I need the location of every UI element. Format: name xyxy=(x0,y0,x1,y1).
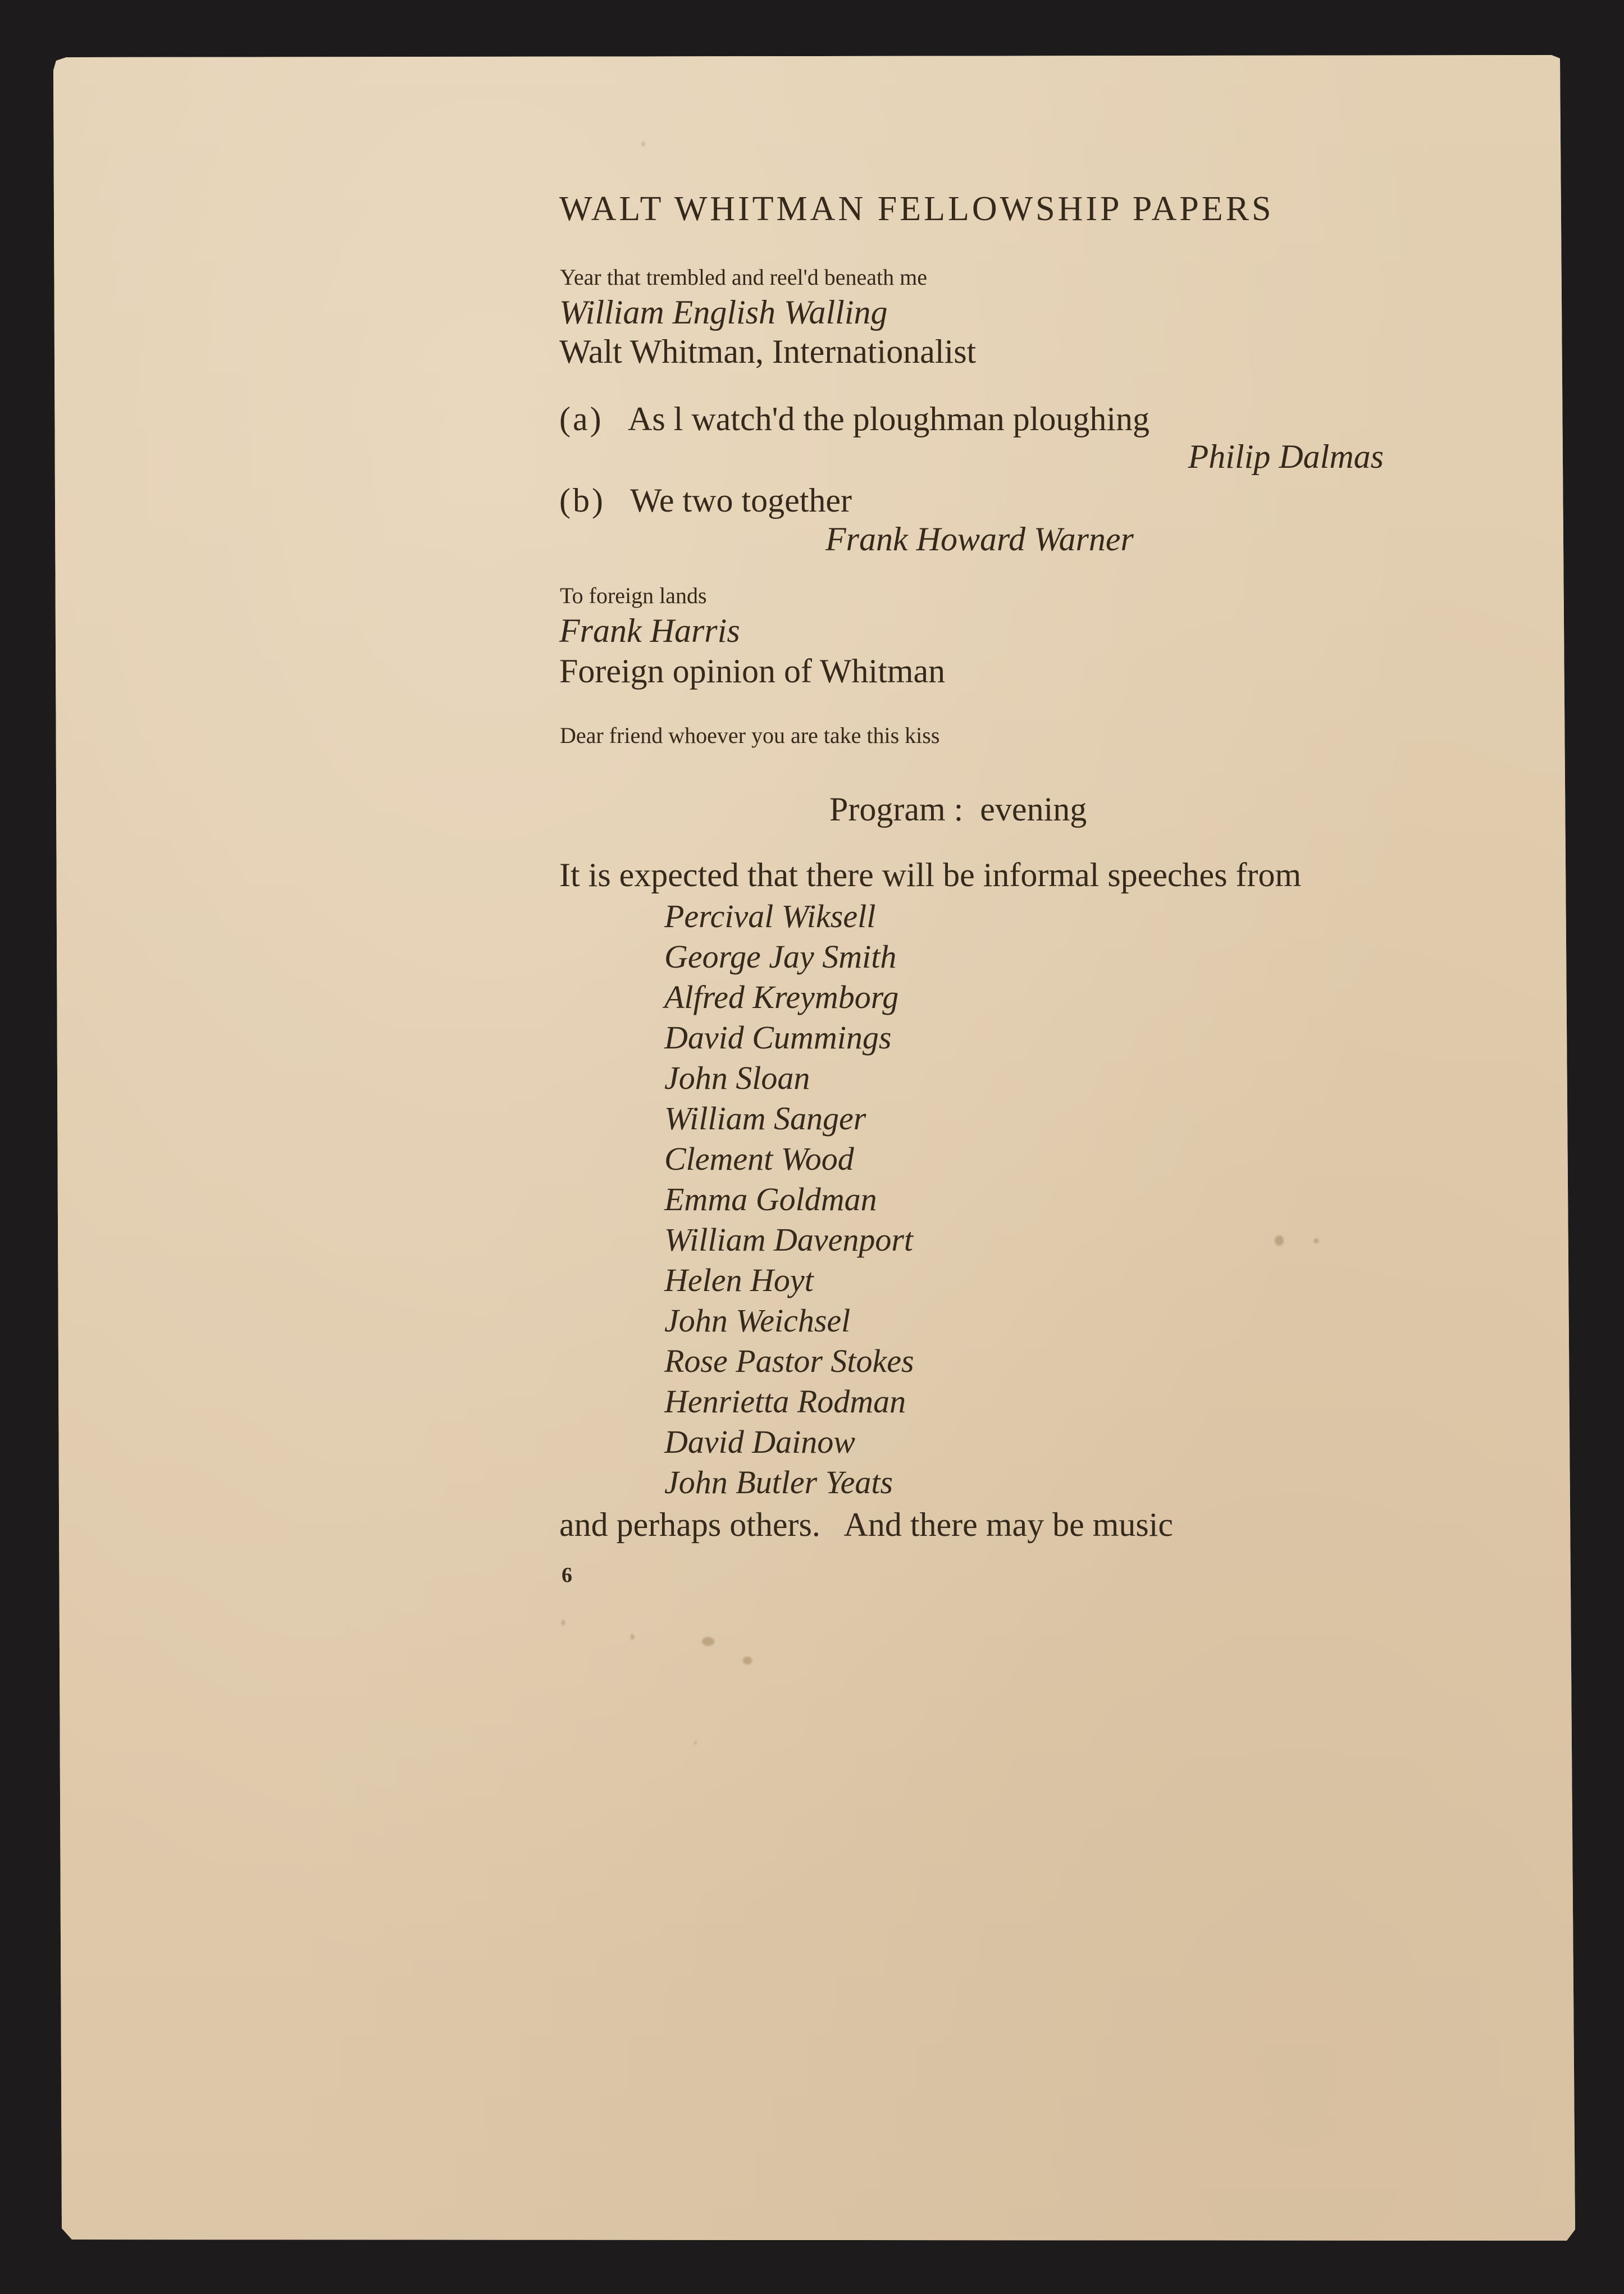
speaker-name: Percival Wiksell xyxy=(664,898,876,934)
reading-label-b: (b) xyxy=(559,482,605,519)
paper-stain xyxy=(631,1634,634,1640)
paper-stain xyxy=(1314,1238,1319,1243)
paper-stain xyxy=(702,1637,714,1646)
speaker-name: Alfred Kreymborg xyxy=(664,979,899,1015)
speaker-name: Emma Goldman xyxy=(664,1181,877,1217)
closing-line: and perhaps others. And there may be music xyxy=(559,1506,1174,1543)
speaker-name: Clement Wood xyxy=(664,1141,854,1177)
program-heading: Program : evening xyxy=(829,791,1087,828)
running-head: WALT WHITMAN FELLOWSHIP PAPERS xyxy=(559,190,1274,228)
speaker-name: Henrietta Rodman xyxy=(664,1383,906,1420)
page-number: 6 xyxy=(562,1563,572,1587)
reading-text-b: We two together xyxy=(630,482,852,519)
speaker-name: John Sloan xyxy=(664,1060,810,1096)
reading-label-a: (a) xyxy=(559,400,604,437)
reading-text-a: As l watch'd the ploughman ploughing xyxy=(628,400,1150,437)
speaker-name: John Butler Yeats xyxy=(664,1464,893,1501)
speaker-name: Rose Pastor Stokes xyxy=(664,1343,914,1379)
speaker-name: David Dainow xyxy=(664,1424,855,1460)
paper-stain xyxy=(743,1657,752,1664)
section-title: Foreign opinion of Whitman xyxy=(559,653,946,690)
speaker-name: William Sanger xyxy=(664,1100,866,1137)
section-epigraph: To foreign lands xyxy=(560,583,707,608)
section-author: William English Walling xyxy=(559,294,888,331)
paper-stain xyxy=(562,1620,565,1625)
speaker-name: David Cummings xyxy=(664,1019,892,1056)
speaker-name: Helen Hoyt xyxy=(664,1262,814,1298)
section-title: Walt Whitman, Internationalist xyxy=(559,333,977,370)
speeches-intro: It is expected that there will be informal speeches from xyxy=(559,856,1302,893)
paper-stain xyxy=(642,142,645,146)
section-author: Frank Harris xyxy=(559,612,740,649)
speaker-name: William Davenport xyxy=(664,1221,914,1258)
reading-reader-b: Frank Howard Warner xyxy=(825,521,1134,558)
paper-stain xyxy=(1275,1235,1284,1246)
section-epigraph: Year that trembled and reel'd beneath me xyxy=(560,264,928,290)
paper-stain xyxy=(695,1741,696,1745)
reading-reader-a: Philip Dalmas xyxy=(1188,438,1384,475)
section-epigraph: Dear friend whoever you are take this kiss xyxy=(560,723,940,748)
speaker-name: John Weichsel xyxy=(664,1302,851,1339)
speaker-name: George Jay Smith xyxy=(664,938,897,975)
